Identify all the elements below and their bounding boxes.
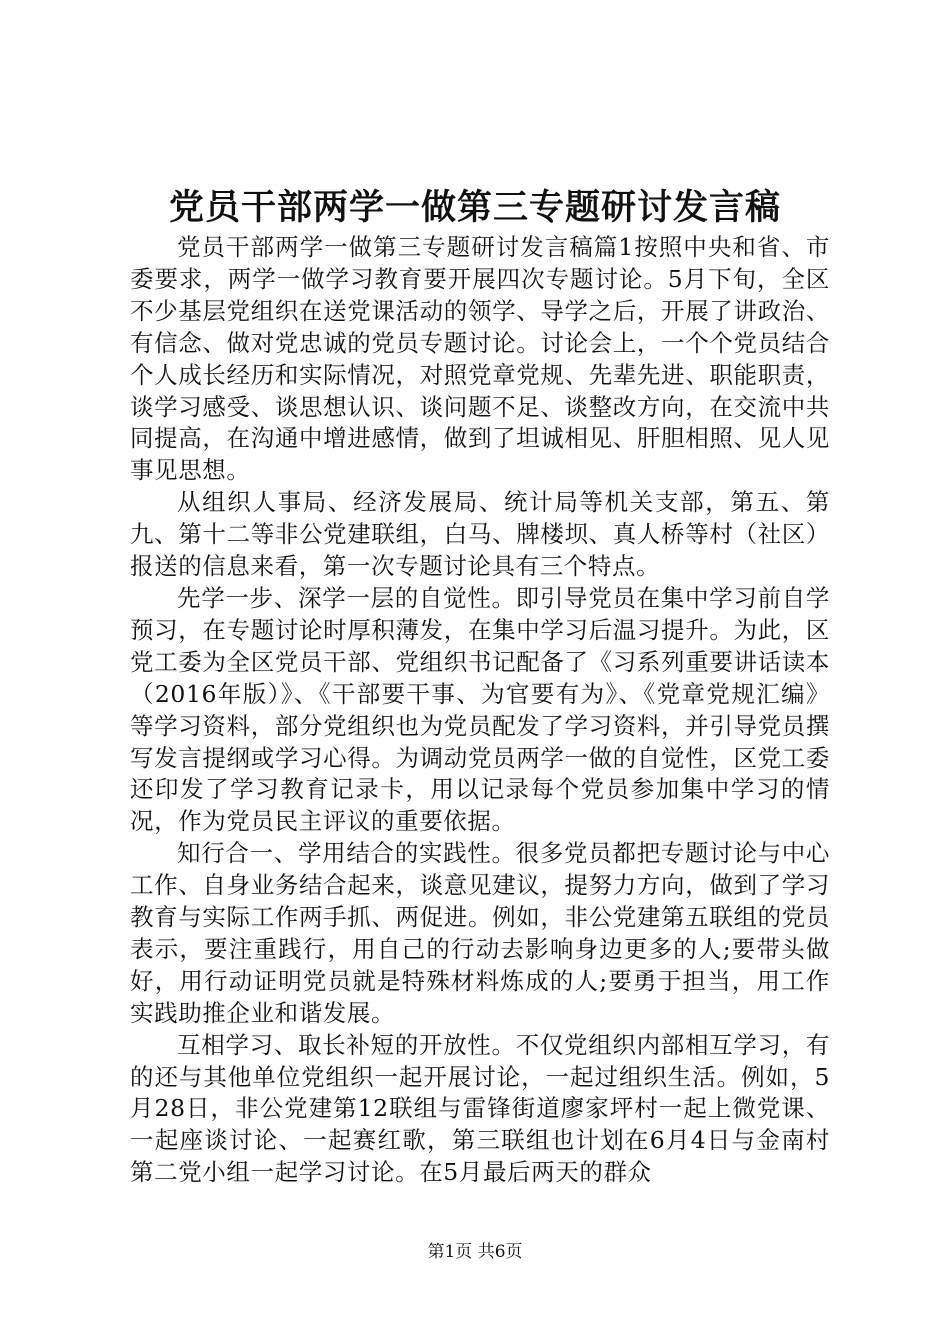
paragraph-4: 知行合一、学用结合的实践性。很多党员都把专题讨论与中心工作、自身业务结合起来，谈意见建议，提努力方向，做到了学习教育与实际工作两手抓、两促进。例如，非公党建第五联组的党员表示，要注重践行，用自己的行动去影响身边更多的人;要带头做好，用行动证明党员就是特殊材料炼成的人;要勇于担当，用工作实践助推企业和谐发展。: [130, 839, 830, 1027]
paragraph-3: 先学一步、深学一层的自觉性。即引导党员在集中学习前自学预习，在专题讨论时厚积薄发，在集中学习后温习提升。为此，区党工委为全区党员干部、党组织书记配备了《习系列重要讲话读本（2016年版）》、《干部要干事、为官要有为》、《党章党规汇编》等学习资料，部分党组织也为党员配发了学习资料，并引导党员撰写发言提纲或学习心得。为调动党员两学一做的自觉性，区党工委还印发了学习教育记录卡，用以记录每个党员参加集中学习的情况，作为党员民主评议的重要依据。: [130, 583, 830, 836]
document-body: [130, 232, 830, 1189]
paragraph-2: 从组织人事局、经济发展局、统计局等机关支部，第五、第九、第十二等非公党建联组，白马、牌楼坝、真人桥等村（社区）报送的信息来看，第一次专题讨论具有三个特点。: [130, 488, 830, 581]
document-title: 党员干部两学一做第三专题研讨发言稿: [168, 187, 781, 228]
page-footer: 第1页 共6页: [427, 1242, 523, 1262]
paragraph-1: 党员干部两学一做第三专题研讨发言稿篇1按照中央和省、市委要求，两学一做学习教育要开展四次专题讨论。5月下旬，全区不少基层党组织在送党课活动的领学、导学之后，开展了讲政治、有信念、做对党忠诚的党员专题讨论。讨论会上，一个个党员结合个人成长经历和实际情况，对照党章党规、先辈先进、职能职责，谈学习感受、谈思想认识、谈问题不足、谈整改方向，在交流中共同提高，在沟通中增进感情，做到了坦诚相见、肝胆相照、见人见事见思想。: [130, 233, 830, 485]
paragraph-5: 互相学习、取长补短的开放性。不仅党组织内部相互学习，有的还与其他单位党组织一起开展讨论，一起过组织生活。例如，5月28日，非公党建第12联组与雷锋街道廖家坪村一起上微党课、一起座谈讨论、一起赛红歌，第三联组也计划在6月4日与金南村第二党小组一起学习讨论。在5月最后两天的群众: [130, 1030, 830, 1187]
